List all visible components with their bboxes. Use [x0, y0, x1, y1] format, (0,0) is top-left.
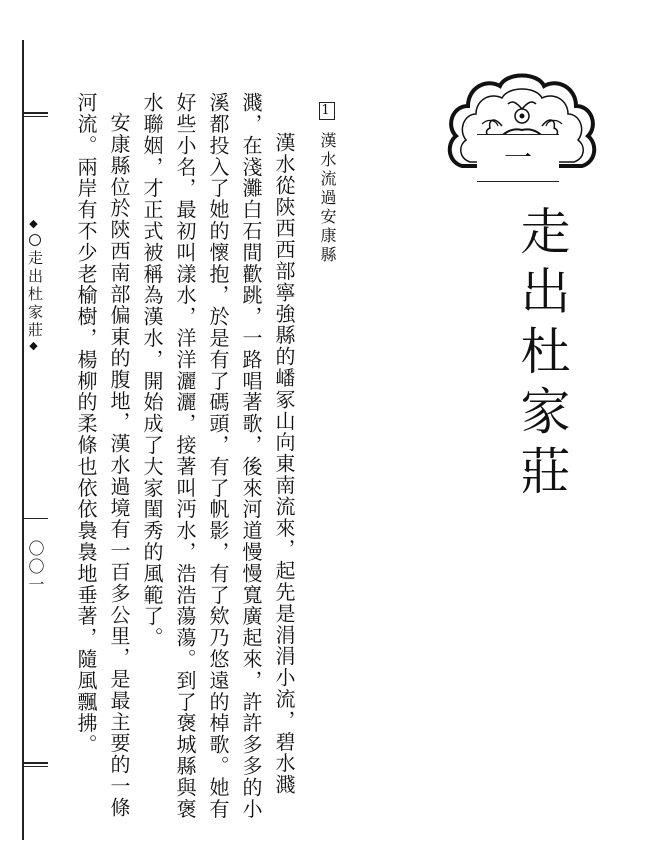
chapter-number: 一 — [477, 134, 559, 182]
section-heading — [318, 102, 336, 265]
circle-mark-icon — [29, 234, 41, 246]
section-title: 漢水流過安康縣 — [318, 132, 337, 265]
margin-rule — [22, 40, 24, 840]
body-text — [74, 92, 300, 820]
margin-tick — [22, 116, 48, 117]
margin-tick — [22, 766, 48, 767]
diamond-icon: ◆ — [29, 217, 41, 230]
paragraph: 漢水從陝西西部寧強縣的嶓冢山向東南流來，起先是涓涓小流，碧水濺濺，在淺灘白石間歡跳，一路唱著歌，後來河道慢慢寬廣起來，許許多多的小溪都投入了她的懷抱，於是有了碼頭，有了帆影，有了欸乃悠遠的棹歌。她有好些小名，最初叫漾水，洋洋灑灑，接著叫沔水，浩浩蕩蕩。到了褒城縣與褒水聯姻，才正式被稱為漢水，開始成了大家閨秀的風範了。 — [140, 92, 296, 820]
diamond-icon: ◆ — [29, 339, 41, 352]
paragraph: 安康縣位於陝西南部偏東的腹地，漢水過境有一百多公里，是最主要的一條河流。兩岸有不少老榆樹，楊柳的柔條也依依裊裊地垂著，隨風飄拂。 — [74, 92, 131, 819]
margin-tick — [22, 112, 48, 114]
margin-tick — [22, 762, 48, 764]
running-head — [27, 218, 43, 352]
margin-tick — [22, 518, 48, 519]
section-number: 1 — [319, 102, 335, 120]
running-head-title: 走出杜家莊 — [26, 250, 44, 340]
page-number: 〇〇一 — [26, 540, 45, 594]
chapter-title: 走出杜家莊 — [512, 205, 571, 505]
